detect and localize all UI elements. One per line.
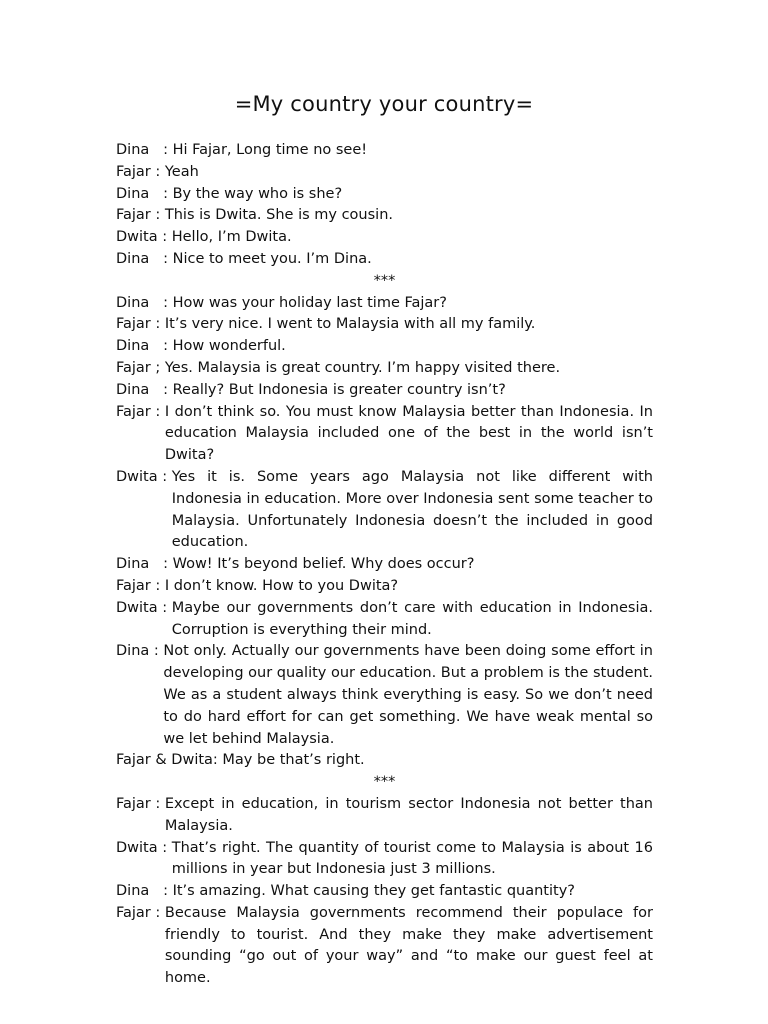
dialogue-line: [116, 314, 653, 336]
line-text: How was your holiday last time Fajar?: [172, 294, 447, 311]
line-text: It’s amazing. What causing they get fantastic quantity?: [172, 883, 575, 900]
dialogue-line: [116, 641, 653, 750]
dialogue-line: [116, 140, 653, 162]
speaker-label: Fajar :: [116, 207, 165, 224]
line-text: Maybe our governments don’t care with education in Indonesia. Corruption is everything their mind.: [171, 599, 653, 638]
line-text: Hello, I’m Dwita.: [171, 229, 292, 246]
dialogue-line: [116, 554, 653, 576]
dialogue-line: [116, 249, 653, 271]
speaker-label: Fajar :: [116, 577, 165, 594]
speaker-label: Dina :: [116, 338, 173, 355]
speaker-label: Dina :: [116, 883, 173, 900]
line-text: I don’t think so. You must know Malaysia better than Indonesia. In education Malaysia included one of the best in the world isn’t Dwita?: [164, 403, 653, 464]
dialogue-line: [116, 576, 653, 598]
speaker-label: Dina :: [116, 381, 173, 398]
dialogue-line: [116, 402, 653, 467]
speaker-label: Dina :: [116, 643, 164, 660]
line-text: Hi Fajar, Long time no see!: [172, 142, 368, 158]
line-text: It’s very nice. I went to Malaysia with all my family.: [164, 316, 536, 333]
dialogue-line: [116, 903, 653, 990]
line-text: Yes it is. Some years ago Malaysia not like different with Indonesia in education. More over Indonesia sent some teacher to Malaysia. Unfortunately Indonesia doesn’t the included in good education.: [171, 468, 653, 551]
line-text: This is Dwita. She is my cousin.: [164, 207, 393, 224]
dialogue-line: [116, 358, 653, 380]
dialogue-line: [116, 162, 653, 184]
speaker-label: Dwita :: [116, 839, 172, 856]
speaker-label: Fajar :: [116, 163, 165, 180]
dialogue-line: [116, 336, 653, 358]
dialogue-line: Fajar & Dwita: May be that’s right.: [116, 752, 365, 769]
line-text: Wow! It’s beyond belief. Why does occur?: [172, 556, 475, 573]
speaker-label: Dina :: [116, 142, 173, 158]
dialogue-line: [116, 881, 653, 903]
dialogue-line: [116, 380, 653, 402]
dialogue-line: [116, 838, 653, 882]
speaker-label: Fajar :: [116, 316, 165, 333]
line-text: How wonderful.: [172, 338, 286, 355]
speaker-label: Dwita :: [116, 229, 172, 246]
speaker-label: Fajar ;: [116, 359, 165, 376]
line-text: Yes. Malaysia is great country. I’m happy visited there.: [164, 359, 561, 376]
dialogue-body: [116, 140, 653, 990]
line-text: Not only. Actually our governments have been doing some effort in developing our quality our education. But a problem is the student. We as a student always think everything is easy. So we don’t need to do hard effort for can get something. We have weak mental so we let behind Malaysia.: [163, 643, 653, 747]
dialogue-line: [116, 598, 653, 642]
speaker-label: Dina :: [116, 250, 173, 267]
line-text: That’s right. The quantity of tourist come to Malaysia is about 16 millions in year but Indonesia just 3 millions.: [171, 839, 653, 878]
speaker-label: Dwita :: [116, 468, 172, 485]
line-text: Nice to meet you. I’m Dina.: [172, 250, 372, 267]
speaker-label: Dina :: [116, 556, 173, 573]
dialogue-line: [116, 794, 653, 838]
line-text: I don’t know. How to you Dwita?: [164, 577, 399, 594]
line-text: Because Malaysia governments recommend their populace for friendly to tourist. And they make they make advertisement sounding “go out of your way” and “to make our guest feel at home.: [164, 904, 653, 987]
line-text: Except in education, in tourism sector Indonesia not better than Malaysia.: [164, 795, 653, 834]
speaker-label: Fajar :: [116, 795, 165, 812]
line-text: By the way who is she?: [172, 185, 343, 202]
dialogue-line: [116, 227, 653, 249]
section-separator: ***: [373, 774, 396, 791]
line-text: Yeah: [164, 163, 199, 180]
dialogue-line: [116, 293, 653, 315]
page-title: =My country your country=: [234, 92, 534, 116]
speaker-label: Dwita :: [116, 599, 172, 616]
speaker-label: Fajar :: [116, 403, 165, 420]
section-separator: ***: [373, 272, 396, 289]
speaker-label: Dina :: [116, 294, 173, 311]
speaker-label: Dina :: [116, 185, 173, 202]
line-text: Really? But Indonesia is greater country isn’t?: [172, 381, 506, 398]
speaker-label: Fajar :: [116, 904, 165, 921]
dialogue-line: [116, 467, 653, 554]
dialogue-line: [116, 205, 653, 227]
dialogue-line: [116, 184, 653, 206]
